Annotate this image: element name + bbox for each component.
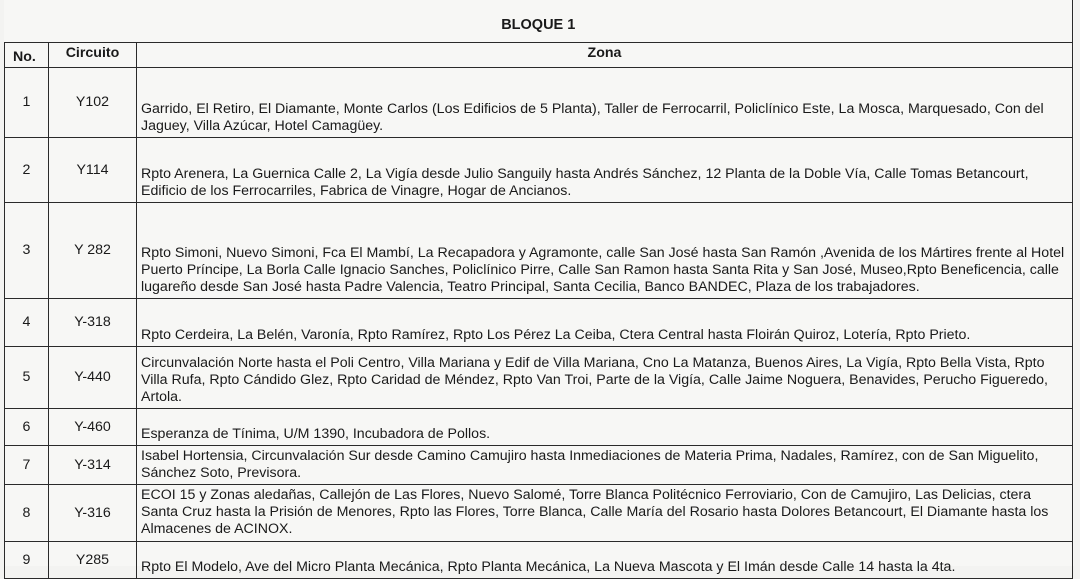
table-row <box>5 446 1073 485</box>
table-row <box>5 68 1073 138</box>
table-row <box>5 138 1073 203</box>
table-row <box>5 203 1073 299</box>
row-circuit: Y-316 <box>49 485 137 542</box>
circuit-table <box>4 0 1073 579</box>
row-number: 8 <box>5 485 49 542</box>
row-zone: Rpto Arenera, La Guernica Calle 2, La Vigía desde Julio Sanguily hasta Andrés Sánchez, 12 Planta de la Doble Vía, Calle Tomas Betancourt, Edificio de los Ferrocarriles, Fabrica de Vinagre, Hogar de Ancianos. <box>137 138 1073 203</box>
table-row <box>5 485 1073 542</box>
row-circuit: Y-460 <box>49 409 137 446</box>
row-circuit: Y102 <box>49 68 137 138</box>
row-zone: Rpto El Modelo, Ave del Micro Planta Mecánica, Rpto Planta Mecánica, La Nueva Mascota y El Imán desde Calle 14 hasta la 4ta. <box>137 542 1073 579</box>
row-zone: Isabel Hortensia, Circunvalación Sur desde Camino Camujiro hasta Inmediaciones de Materia Prima, Nadales, Ramírez, con de San Miguelito, Sánchez Soto, Previsora. <box>137 446 1073 485</box>
table-row <box>5 299 1073 347</box>
row-number: 6 <box>5 409 49 446</box>
row-zone: Garrido, El Retiro, El Diamante, Monte Carlos (Los Edificios de 5 Planta), Taller de Ferrocarril, Policlínico Este, La Mosca, Marquesado, Con del Jaguey, Villa Azúcar, Hotel Camagüey. <box>137 68 1073 138</box>
row-zone: Rpto Simoni, Nuevo Simoni, Fca El Mambí, La Recapadora y Agramonte, calle San José hasta San Ramón ,Avenida de los Mártires frente al Hotel Puerto Príncipe, La Borla Calle Ignacio Sanches, Policlínico Pirre, Calle San Ramon hasta Santa Rita y San José, Museo,Rpto Beneficencia, calle lugareño desde San José hasta Padre Valencia, Teatro Principal, Santa Cecilia, Banco BANDEC, Plaza de los trabajadores. <box>137 203 1073 299</box>
row-number: 5 <box>5 347 49 409</box>
document-page <box>4 0 1074 575</box>
row-number: 7 <box>5 446 49 485</box>
row-circuit: Y-440 <box>49 347 137 409</box>
title-row <box>5 0 1073 43</box>
header-row <box>5 43 1073 68</box>
row-circuit: Y 282 <box>49 203 137 299</box>
row-circuit: Y114 <box>49 138 137 203</box>
row-number: 4 <box>5 299 49 347</box>
row-zone: Circunvalación Norte hasta el Poli Centro, Villa Mariana y Edif de Villa Mariana, Cno La Matanza, Buenos Aires, La Vigía, Rpto Bella Vista, Rpto Villa Rufa, Rpto Cándido Glez, Rpto Caridad de Méndez, Rpto Van Troi, Parte de la Vigía, Calle Jaime Noguera, Benavides, Perucho Figueredo, Artola. <box>137 347 1073 409</box>
table-title: BLOQUE 1 <box>5 0 1073 43</box>
row-circuit: Y-318 <box>49 299 137 347</box>
row-circuit: Y-314 <box>49 446 137 485</box>
row-zone: Esperanza de Tínima, U/M 1390, Incubadora de Pollos. <box>137 409 1073 446</box>
header-zona: Zona <box>137 43 1073 68</box>
row-zone: Rpto Cerdeira, La Belén, Varonía, Rpto Ramírez, Rpto Los Pérez La Ceiba, Ctera Central hasta Floirán Quiroz, Lotería, Rpto Prieto. <box>137 299 1073 347</box>
table-row <box>5 542 1073 579</box>
table-row <box>5 409 1073 446</box>
header-circuito: Circuito <box>49 43 137 68</box>
row-circuit: Y285 <box>49 542 137 579</box>
row-number: 1 <box>5 68 49 138</box>
row-number: 2 <box>5 138 49 203</box>
row-number: 3 <box>5 203 49 299</box>
table-row <box>5 347 1073 409</box>
row-number: 9 <box>5 542 49 579</box>
header-no: No. <box>5 43 49 68</box>
row-zone: ECOI 15 y Zonas aledañas, Callejón de Las Flores, Nuevo Salomé, Torre Blanca Politécnico Ferroviario, Con de Camujiro, Las Delicias, ctera Santa Cruz hasta la Prisión de Menores, Rpto las Flores, Torre Blanca, Calle María del Rosario hasta Dolores Betancourt, El Diamante hasta los Almacenes de ACINOX. <box>137 485 1073 542</box>
